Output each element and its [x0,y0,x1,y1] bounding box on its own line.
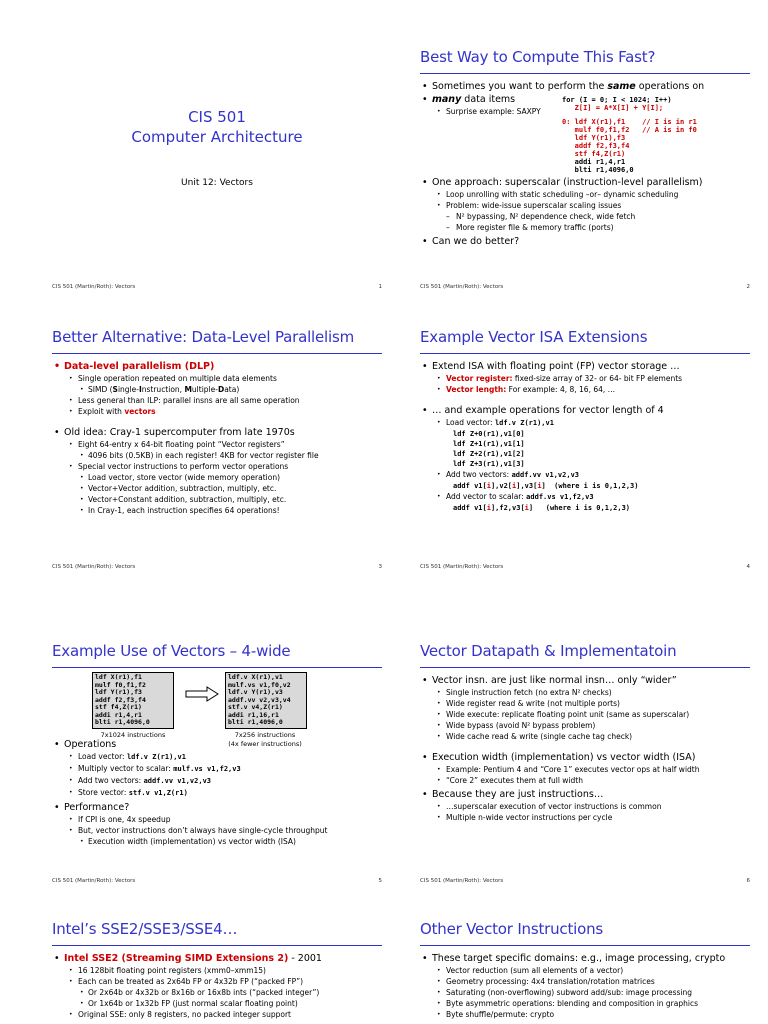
sub-bullet: • Example: Pentium 4 and “Core 1” executes vector ops at half width [420,764,750,775]
slide-title: Intel’s SSE2/SSE3/SSE4… [52,920,238,938]
vector-code-box: ldf.v X(r1),v1 mulf.vs v1,f0,v2 ldf.v Y(r1),v3 addf.vv v2,v3,v4 stf.v v4,Z(r1) addi r1,16,r1 blti r1,4096,0 [225,672,307,729]
asm-line: ldf Y(r1),f3 [562,134,626,142]
slide-2 [420,48,750,296]
bullet-continuation: • many data items [420,93,750,106]
slide-footer [52,564,382,570]
slide-title: Vector Datapath & Implementatoin [420,642,677,660]
slide-6 [420,642,750,890]
sub-bullet: • Surprise example: SAXPY [420,106,750,117]
sub-sub-bullet: • 4096 bits (0.5KB) in each register! 4KB for vector register file [52,450,382,461]
slide-title: Other Vector Instructions [420,920,604,938]
sub-bullet: • Add two vectors: addf.vv v1,v2,v3 [52,775,382,787]
sub-bullet: • Store vector: stf.v v1,Z(r1) [52,787,382,799]
sub-sub-bullet: – More register file & memory traffic (ports) [420,222,750,233]
scalar-code-box: ldf X(r1),f1 mulf f0,f1,f2 ldf Y(r1),f3 addf f2,f3,f4 stf f4,Z(r1) addi r1,4,r1 blti r1,4096,0 [92,672,174,729]
bullet: • Performance? [52,801,382,814]
sub-bullet: • Loop unrolling with static scheduling –or– dynamic scheduling [420,189,750,200]
sub-sub-bullet: • Execution width (implementation) vs vector width (ISA) [52,836,382,847]
slide-5 [52,642,382,890]
footer-text: CIS 501 (Martin/Roth): Vectors [420,878,504,884]
asm-line: blti r1,4096,0 [562,166,634,174]
slide-body [52,950,382,1020]
bullet: • Intel SSE2 (Streaming SIMD Extensions 2) - 2001 [52,952,382,965]
sub-bullet: • Problem: wide-issue superscalar scaling issues [420,200,750,211]
page-number: 2 [746,284,750,290]
sub-bullet: • Load vector: ldf.v Z(r1),v1 [420,417,750,429]
title-rule [52,945,382,946]
sub-bullet: • Original SSE: only 8 registers, no packed integer support [52,1009,382,1020]
slide-body [420,672,750,823]
load-expansion [420,429,750,469]
sub-bullet: • Exploit with vectors [52,406,382,417]
title-rule [420,945,750,946]
sub-sub-bullet: • SIMD (Single-Instruction, Multiple-Data) [52,384,382,395]
sub-bullet: • Multiply vector to scalar: mulf.vs v1,f2,v3 [52,763,382,775]
sub-sub-bullet: • Vector+Constant addition, subtraction, multiply, etc. [52,494,382,505]
bullet: • Sometimes you want to perform the same operations on [420,80,750,93]
bullet: • Can we do better? [420,235,750,248]
sub-bullet: • Each can be treated as 2x64b FP or 4x32b FP (“packed FP”) [52,976,382,987]
bullet: • These target specific domains: e.g., image processing, crypto [420,952,750,965]
sub-sub-bullet: • Or 1x64b or 1x32b FP (just normal scalar floating point) [52,998,382,1009]
footer-text: CIS 501 (Martin/Roth): Vectors [420,284,504,290]
sub-bullet: • If CPI is one, 4x speedup [52,814,382,825]
slide-4 [420,328,750,576]
title-rule [420,73,750,74]
add-scalar-expansion: addf v1[i],f2,v3[i] (where i is 0,1,2,3) [453,504,631,512]
slide-footer [420,284,750,290]
sub-bullet: • Add vector to scalar: addf.vs v1,f2,v3 [420,491,750,503]
course-title: Computer Architecture [131,128,303,146]
sub-bullet: • Wide register read & write (not multiple ports) [420,698,750,709]
asm-line: addf f2,f3,f4 [562,142,630,150]
sub-sub-bullet: • Vector+Vector addition, subtraction, multiply, etc. [52,483,382,494]
slide-footer [420,564,750,570]
bullet: • Operations [52,738,382,751]
sub-bullet: • Wide execute: replicate floating point unit (same as superscalar) [420,709,750,720]
bullet: • … and example operations for vector length of 4 [420,404,750,417]
sub-bullet: • Single instruction fetch (no extra N² checks) [420,687,750,698]
title-rule [420,353,750,354]
sub-bullet: • Wide cache read & write (single cache tag check) [420,731,750,742]
slide-title: Best Way to Compute This Fast? [420,48,656,66]
slide-title: Example Vector ISA Extensions [420,328,648,346]
load-line: ldf Z+2(r1),v1[2] [453,450,525,458]
asm-line: addi r1,4,r1 [562,158,626,166]
sub-sub-bullet: • In Cray-1, each instruction specifies 64 operations! [52,505,382,516]
bullet: • Extend ISA with floating point (FP) vector storage … [420,360,750,373]
code-line: Z[I] = A*X[I] + Y[I]; [562,104,664,112]
page-number: 5 [378,878,382,884]
add-expansion: addf v1[i],v2[i],v3[i] (where i is 0,1,2,3) [453,482,639,490]
slide-3 [52,328,382,576]
sub-bullet: • Saturating (non-overflowing) subword add/sub: image processing [420,987,750,998]
course-number: CIS 501 [188,108,246,126]
sub-bullet: • …superscalar execution of vector instructions is common [420,801,750,812]
title-rule [420,667,750,668]
sub-bullet: • Geometry processing: 4x4 translation/rotation matrices [420,976,750,987]
load-line: ldf Z+1(r1),v1[1] [453,440,525,448]
saxpy-code [562,96,672,112]
asm-listing [562,118,697,174]
sub-bullet: • Load vector: ldf.v Z(r1),v1 [52,751,382,763]
load-line: ldf Z+3(r1),v1[3] [453,460,525,468]
page-number: 4 [746,564,750,570]
sub-bullet: • But, vector instructions don’t always have single-cycle throughput [52,825,382,836]
sub-bullet: • Byte shuffle/permute: crypto [420,1009,750,1020]
slide-body [420,950,750,1020]
page-number: 6 [746,878,750,884]
sub-bullet: • Multiple n-wide vector instructions per cycle [420,812,750,823]
sub-bullet: • Byte asymmetric operations: blending and composition in graphics [420,998,750,1009]
footer-text: CIS 501 (Martin/Roth): Vectors [52,878,136,884]
unit-title: Unit 12: Vectors [181,178,253,188]
title-rule [52,353,382,354]
slide-title: Example Use of Vectors – 4-wide [52,642,291,660]
sub-sub-bullet: • Or 2x64b or 4x32b or 8x16b or 16x8b ints (“packed integer”) [52,987,382,998]
bullet: • Vector insn. are just like normal insn… only “wider” [420,674,750,687]
bullet: • Because they are just instructions… [420,788,750,801]
sub-bullet: • Special vector instructions to perform vector operations [52,461,382,472]
slide-1 [52,48,382,296]
sub-bullet: • Add two vectors: addf.vv v1,v2,v3 [420,469,750,481]
sub-bullet: • Wide bypass (avoid N² bypass problem) [420,720,750,731]
sub-sub-bullet: • Load vector, store vector (wide memory operation) [52,472,382,483]
sub-bullet: • Vector length: For example: 4, 8, 16, 64, … [420,384,750,395]
sub-bullet: • “Core 2” executes them at full width [420,775,750,786]
slide-footer [52,284,382,290]
slide-8 [420,920,750,1024]
slide-body [420,358,750,513]
page-number: 1 [378,284,382,290]
sub-bullet: • 16 128bit floating point registers (xmm0–xmm15) [52,965,382,976]
load-line: ldf Z+0(r1),v1[0] [453,430,525,438]
asm-line: stf f4,Z(r1) [562,150,626,158]
sub-bullet: • Eight 64-entry x 64-bit floating point “Vector registers” [52,439,382,450]
sub-bullet: • Single operation repeated on multiple data elements [52,373,382,384]
slide-body-2 [420,174,750,248]
bullet: • One approach: superscalar (instruction-level parallelism) [420,176,750,189]
sub-sub-bullet: – N² bypassing, N² dependence check, wide fetch [420,211,750,222]
asm-line: mulf f0,f1,f2 // A is in f0 [562,126,697,134]
footer-text: CIS 501 (Martin/Roth): Vectors [52,564,136,570]
sub-bullet: • Vector register: fixed-size array of 32- or 64- bit FP elements [420,373,750,384]
code-line: for (I = 0; I < 1024; I++) [562,96,672,104]
slide-footer [420,878,750,884]
footer-text: CIS 501 (Martin/Roth): Vectors [52,284,136,290]
bullet: • Execution width (implementation) vs vector width (ISA) [420,751,750,764]
sub-bullet: • Less general than ILP: parallel insns are all same operation [52,395,382,406]
footer-text: CIS 501 (Martin/Roth): Vectors [420,564,504,570]
arrow-icon [185,686,219,706]
vector-caption: 7x256 instructions [234,731,296,739]
scalar-caption: 7x1024 instructions [100,731,166,739]
slide-body [52,358,382,516]
bullet: • Old idea: Cray-1 supercomputer from late 1970s [52,426,382,439]
slide-body [52,736,382,847]
slide-7 [52,920,382,1024]
page-number: 3 [378,564,382,570]
slide-footer [52,878,382,884]
bullet: • Data-level parallelism (DLP) [52,360,382,373]
title-rule [52,667,382,668]
slide-title: Better Alternative: Data-Level Parallelism [52,328,355,346]
vector-caption-note: (4x fewer instructions) [228,740,302,748]
sub-bullet: • Vector reduction (sum all elements of a vector) [420,965,750,976]
asm-line: 0: ldf X(r1),f1 // I is in r1 [562,118,697,126]
